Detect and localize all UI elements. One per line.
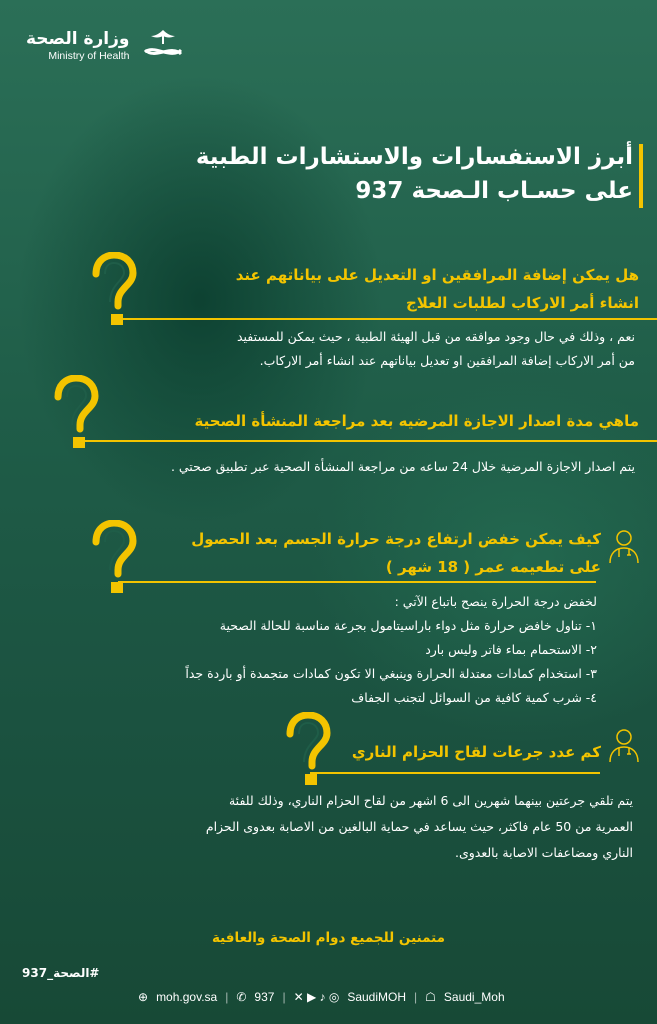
answer-1-line-1: نعم ، وذلك في حال وجود موافقه من قبل الهيئة الطبية ، حيث يمكن للمستفيد — [236, 329, 635, 344]
title-accent-bar — [639, 144, 643, 208]
answer-4-line-3: الناري ومضاعفات الاصابة بالعدوى. — [454, 845, 633, 860]
question-2 — [195, 407, 639, 435]
question-4-underline — [310, 772, 600, 774]
question-1-line-1: هل يمكن إضافة المرافقين او التعديل على بياناتهم عند — [235, 266, 639, 284]
phone-number[interactable]: 937 — [254, 990, 275, 1004]
moh-logo — [26, 26, 187, 66]
answer-3-item-4: ٤- شرب كمية كافية من السوائل لتجنب الجفاف — [351, 690, 597, 705]
question-2-line-1: ماهي مدة اصدار الاجازة المرضيه بعد مراجعة المنشأة الصحية — [194, 412, 639, 430]
palm-swords-icon — [139, 26, 187, 66]
question-3-underline — [118, 581, 596, 583]
social-handle-1[interactable]: SaudiMOH — [347, 990, 407, 1004]
divider: | — [225, 990, 229, 1004]
question-1-underline — [116, 318, 657, 320]
question-4-line-1: كم عدد جرعات لقاح الحزام الناري — [351, 743, 601, 761]
logo-english: Ministry of Health — [48, 50, 130, 62]
phone-icon: ✆ — [236, 990, 247, 1004]
divider: | — [414, 990, 418, 1004]
social-handle-2[interactable]: Saudi_Moh — [443, 990, 505, 1004]
answer-3 — [185, 590, 597, 710]
answer-4-line-1: يتم تلقي جرعتين بينهما شهرين الى 6 اشهر من لقاح الحزام الناري، وذلك للفئة — [228, 793, 633, 808]
closing-message: متمنين للجميع دوام الصحة والعافية — [211, 930, 446, 946]
question-mark-icon — [282, 712, 332, 788]
doctor-icon — [606, 527, 642, 565]
question-3-line-2: على تطعيمه عمر ( 18 شهر ) — [385, 558, 601, 576]
answer-3-intro: لخفض درجة الحرارة ينصح باتباع الآتي : — [394, 594, 597, 609]
hashtag: #الصحة_937 — [22, 966, 100, 980]
footer — [138, 990, 505, 1004]
snapchat-icon: ☖ — [425, 990, 436, 1004]
globe-icon: ⊕ — [138, 990, 149, 1004]
answer-2 — [171, 455, 635, 479]
social-icons: ✕ ▶ ♪ ◎ — [293, 990, 340, 1004]
answer-2-line-1: يتم اصدار الاجازة المرضية خلال 24 ساعه من مراجعة المنشأة الصحية عبر تطبيق صحتي . — [170, 459, 635, 474]
title-line-1: أبرز الاستفسارات والاستشارات الطبية — [195, 144, 633, 170]
logo-arabic: وزارة الصحة — [26, 29, 130, 49]
answer-4 — [206, 788, 633, 866]
question-3-line-1: كيف يمكن خفض ارتفاع درجة حرارة الجسم بعد الحصول — [191, 530, 601, 548]
website-link[interactable]: moh.gov.sa — [156, 990, 218, 1004]
title-line-2: على حسـاب الـصحة 937 — [355, 178, 633, 204]
answer-3-item-1: ١- تناول خافض حرارة مثل دواء باراسيتامول بجرعة مناسبة للحالة الصحية — [219, 618, 597, 633]
question-mark-icon — [88, 252, 138, 328]
question-3 — [191, 525, 601, 581]
doctor-icon — [606, 726, 642, 764]
question-1-line-2: انشاء أمر الاركاب لطلبات العلاج — [406, 294, 639, 312]
divider: | — [282, 990, 286, 1004]
question-2-underline — [80, 440, 657, 442]
answer-1 — [237, 325, 635, 373]
question-mark-icon — [88, 520, 138, 596]
answer-1-line-2: من أمر الاركاب إضافة المرافقين او تعديل بياناتهم عند انشاء أمر الاركاب. — [259, 353, 635, 368]
answer-3-item-3: ٣- استخدام كمادات معتدلة الحرارة وينبغي الا تكون كمادات متجمدة أو باردة جداً — [185, 666, 597, 681]
question-4 — [352, 738, 601, 766]
page-title — [196, 140, 633, 208]
answer-3-item-2: ٢- الاستحمام بماء فاتر وليس بارد — [425, 642, 597, 657]
answer-4-line-2: العمرية من 50 عام فاكثر، حيث يساعد في حماية البالغين من الاصابة بعدوى الحزام — [205, 819, 633, 834]
question-1 — [236, 261, 639, 317]
